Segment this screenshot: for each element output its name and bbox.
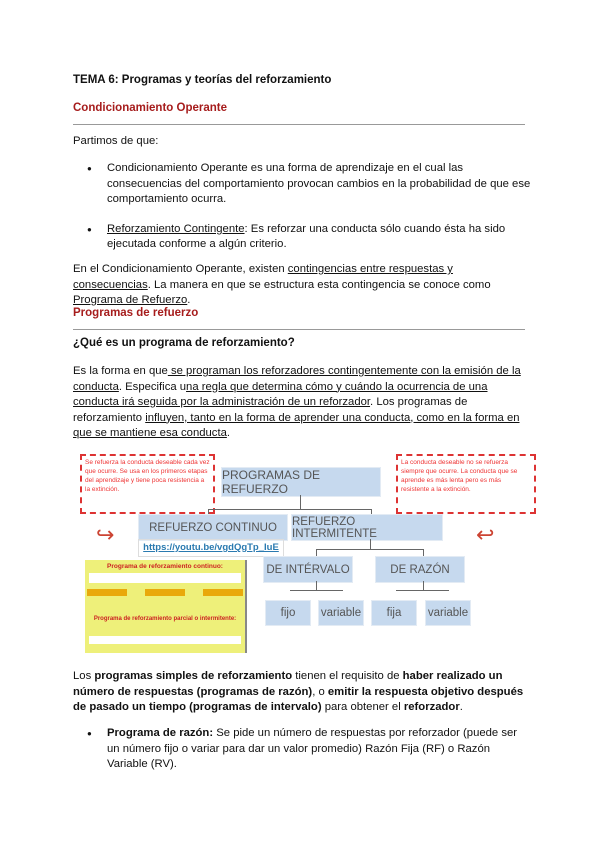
note-left: Se refuerza la conducta deseable cada vez que ocurre. Se usa en los primeros etapas del aprendizaje y tiene poca resistencia a la extinción. <box>80 454 215 514</box>
paragraph <box>73 262 531 309</box>
text: Condicionamiento Operante es una forma de aprendizaje en el cual las consecuencias del comportamiento provocan cambios en la probabilidad de que ese comportamiento ocurra. <box>107 162 531 205</box>
list-item <box>73 222 531 253</box>
text: para obtener el <box>321 701 404 713</box>
bold-text: programas simples de reforzamiento <box>94 670 293 682</box>
node-continuo: REFUERZO CONTINUO <box>138 514 288 541</box>
underlined-term: Reforzamiento Contingente <box>107 222 245 235</box>
section-heading: Condicionamiento Operante <box>73 102 227 114</box>
divider <box>73 329 525 330</box>
node-fija: fija <box>371 600 417 626</box>
list-item <box>73 726 531 773</box>
underlined-text: Programa de Refuerzo <box>73 294 188 306</box>
node-variable-intervalo: variable <box>318 600 364 626</box>
text: . <box>187 294 191 306</box>
text: . <box>226 427 231 439</box>
text: Se pide un número de respuestas por reforzador (puede ser un número fijo o variar para dar un valor promedio) Razón Fija (RF) o Razón Variable (RV). <box>107 727 518 770</box>
underlined-text: na regla que determina cómo y cuándo la ocurrencia de una conducta irá seguida por la administración de un reforzador <box>73 380 488 408</box>
text: . <box>459 701 463 713</box>
node-intermitente: REFUERZO INTERMITENTE <box>291 514 443 541</box>
note-right: La conducta deseable no se refuerza siempre que ocurre. La conducta que se aprende es más lenta pero es más resistente a la extinción. <box>396 454 536 514</box>
text: : Es reforzar una conducta sólo cuando ésta ha sido ejecutada conforme a algún criterio. <box>107 222 506 250</box>
node-fijo: fijo <box>265 600 311 626</box>
paragraph <box>73 669 531 716</box>
text: En el Condicionamiento Operante, existen <box>73 263 288 275</box>
diagram-image <box>78 452 533 657</box>
bold-text: reforzador <box>403 701 460 713</box>
text: , o <box>312 685 328 698</box>
text: Es la forma en que <box>73 365 168 377</box>
underlined-text: contingencias entre respuestas y consecuencias <box>73 263 453 291</box>
bold-text: haber realizado un número de respuestas (programas de razón) <box>73 670 503 698</box>
list-item <box>73 161 531 208</box>
text: tienen el requisito de <box>292 670 403 682</box>
bullet-list <box>73 726 531 773</box>
underlined-text: influyen, tanto en la forma de aprender una conducta, como en la forma en que se mantiene esa conducta <box>73 411 520 439</box>
arrow-left-icon: ↪ <box>96 522 115 547</box>
arrow-right-icon: ↩ <box>476 522 495 547</box>
node-intervalo: DE INTÉRVALO <box>263 556 353 583</box>
node-variable-razon: variable <box>425 600 471 626</box>
text: . Los programas de reforzamiento <box>73 396 468 424</box>
text: Los <box>73 670 95 682</box>
underlined-text: se programan los reforzadores contingentemente con la emisión de la conducta <box>73 365 521 393</box>
node-root: PROGRAMAS DE REFUERZO <box>221 467 381 497</box>
paragraph: Partimos de que: <box>73 135 159 147</box>
section-heading: Programas de refuerzo <box>73 307 199 319</box>
paragraph <box>73 364 531 442</box>
bold-text: Programa de razón: <box>107 727 214 739</box>
slide-thumbnail <box>85 560 247 653</box>
text: . Especifica u <box>118 380 187 393</box>
bold-text: emitir la respuesta objetivo después de pasado un tiempo (programas de intervalo) <box>73 685 524 713</box>
slide-subtitle: Programa de reforzamiento parcial o intermitente: <box>93 616 237 622</box>
divider <box>73 124 525 125</box>
text: . La manera en que se estructura esta contingencia se conoce como <box>147 278 491 291</box>
bullet-list <box>73 161 531 253</box>
video-link[interactable]: https://youtu.be/vgdQgTp_IuE <box>138 539 284 557</box>
slide-title: Programa de reforzamiento continuo: <box>107 563 223 570</box>
page-title: TEMA 6: Programas y teorías del reforzamiento <box>73 74 332 86</box>
node-razon: DE RAZÓN <box>375 556 465 583</box>
subheading: ¿Qué es un programa de reforzamiento? <box>73 337 295 349</box>
